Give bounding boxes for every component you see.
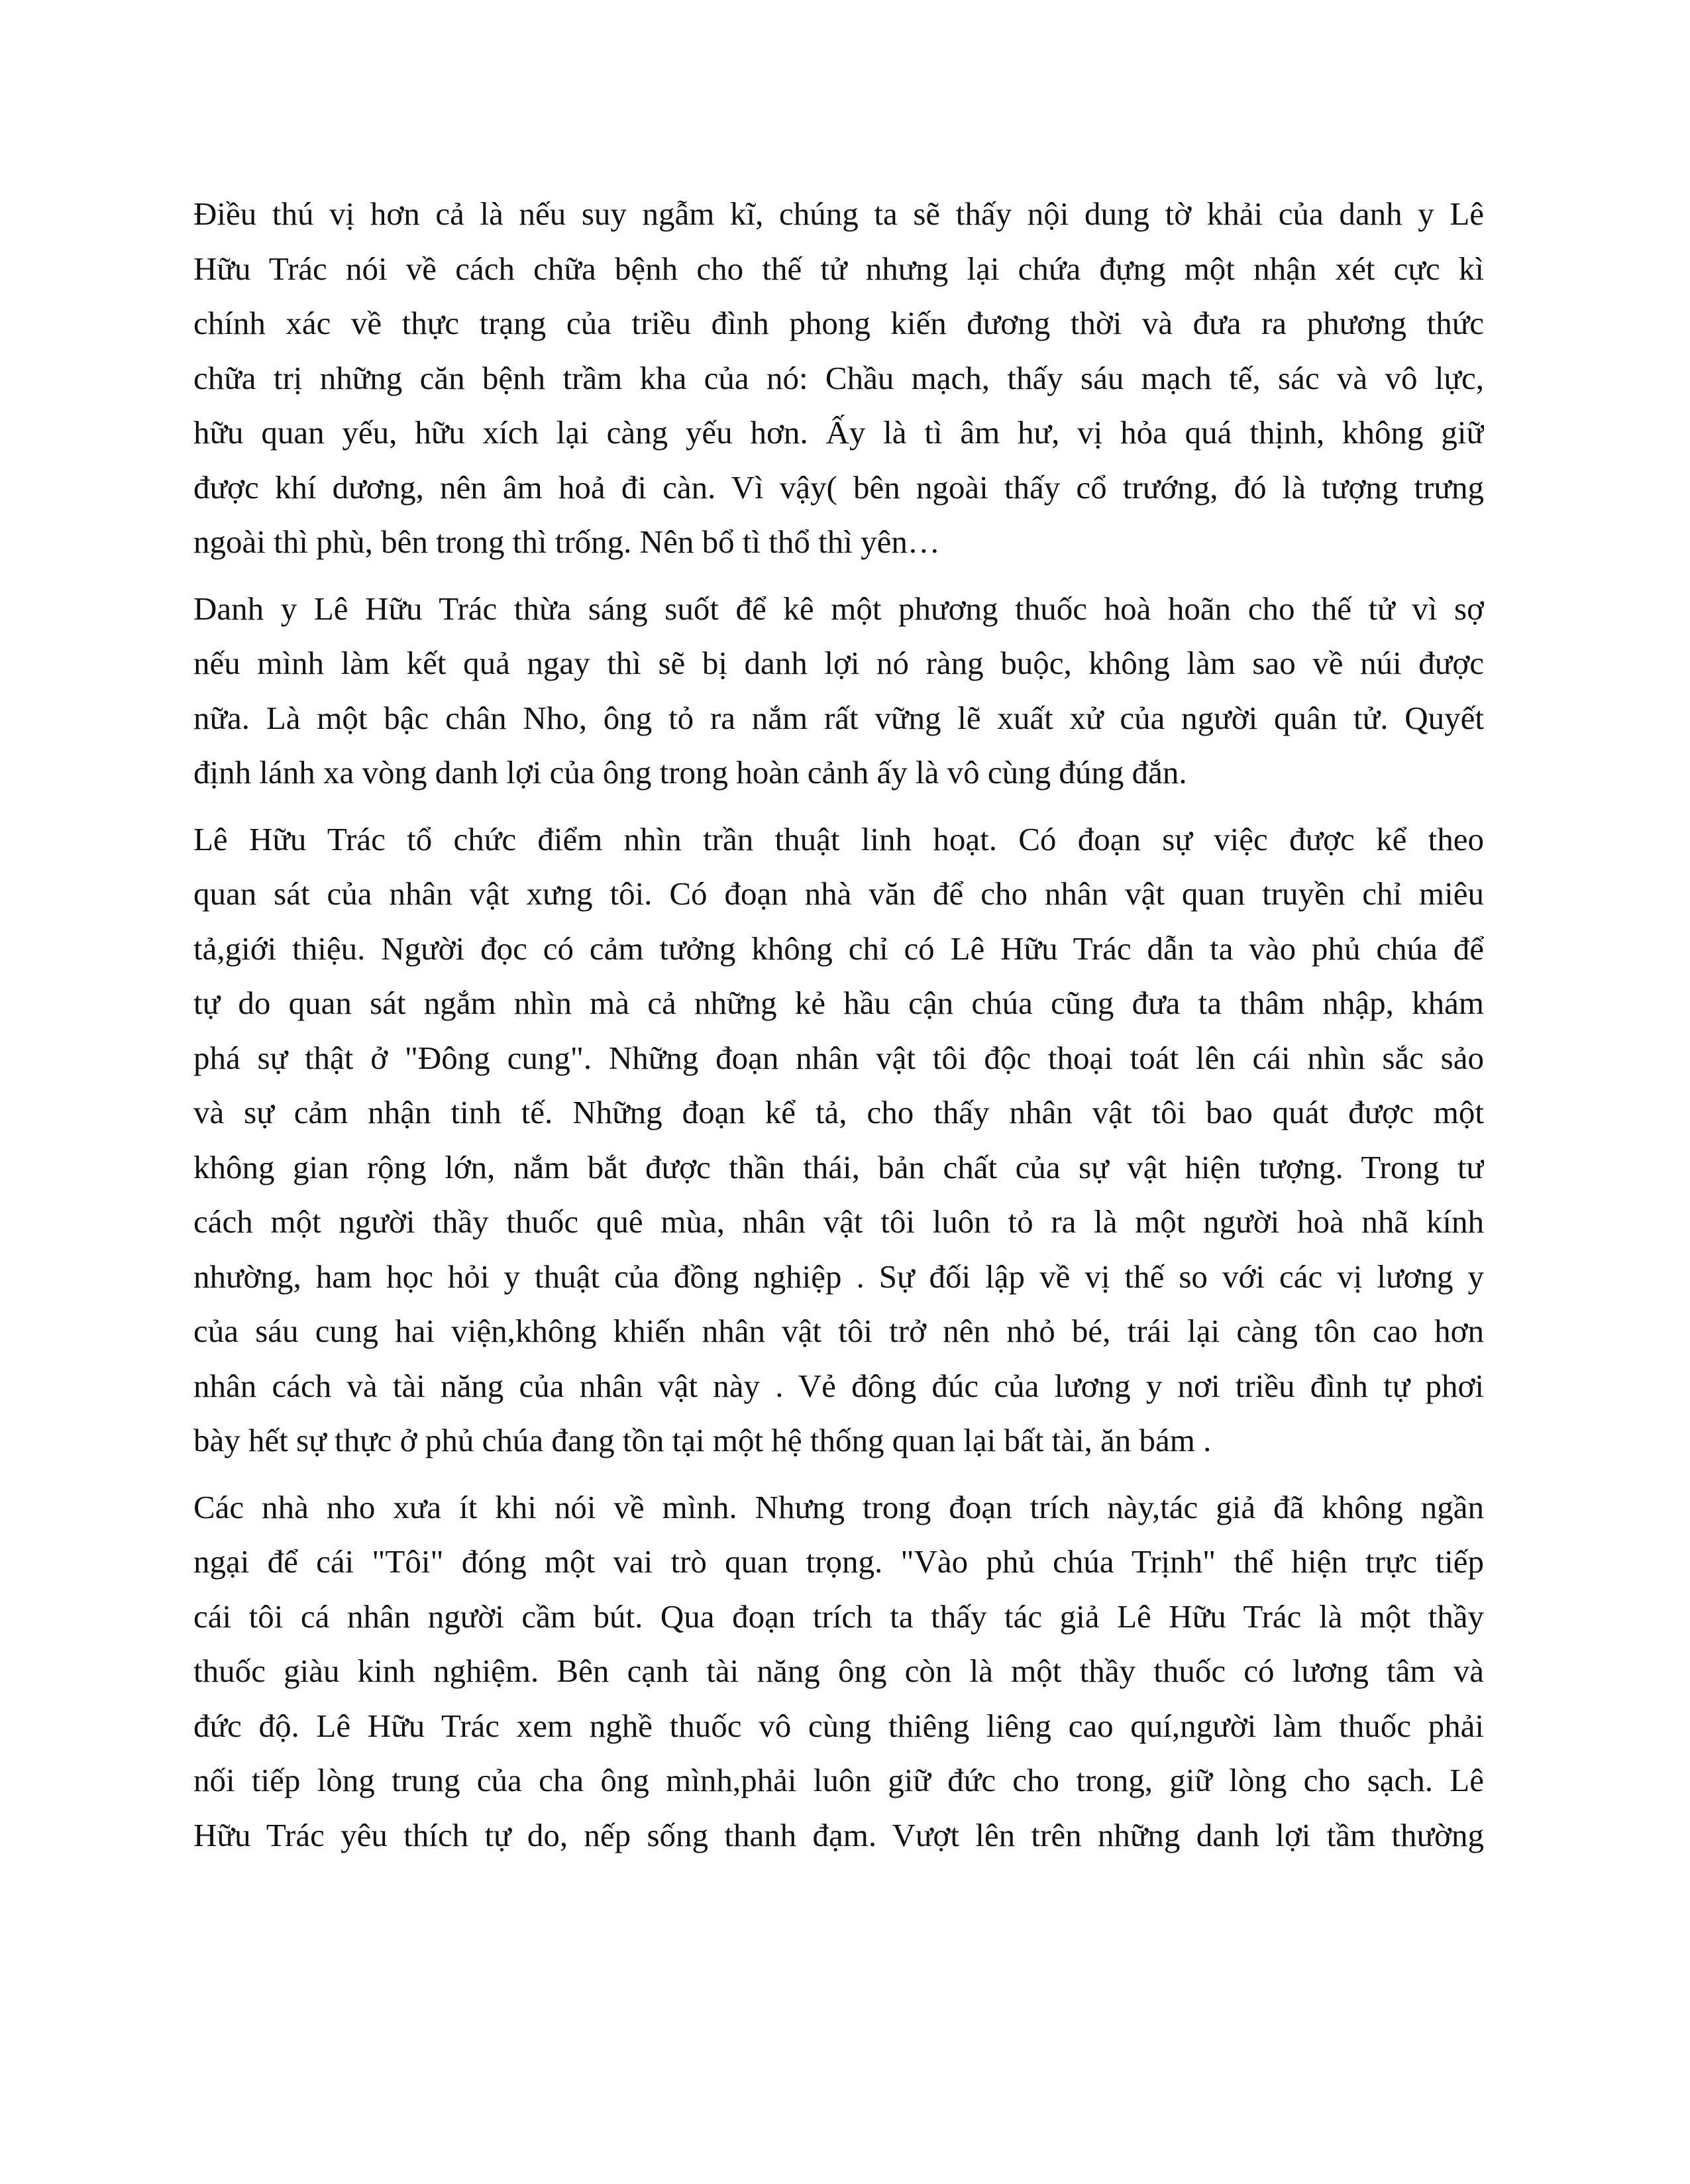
text-line: định lánh xa vòng danh lợi của ông trong hoàn cảnh ấy là vô cùng đúng đắn.: [193, 754, 1187, 791]
text-line: cái tôi cá nhân người cầm bút. Qua đoạn trích ta thấy tác giả Lê Hữu Trác là một thầy: [193, 1598, 1484, 1635]
text-line: ngại để cái "Tôi" đóng một vai trò quan trọng. "Vào phủ chúa Trịnh" thể hiện trực tiếp: [193, 1543, 1484, 1580]
text-line: được khí dương, nên âm hoả đi càn. Vì vậy( bên ngoài thấy cổ trướng, đó là tượng trưng: [193, 468, 1484, 506]
text-line: Hữu Trác yêu thích tự do, nếp sống thanh đạm. Vượt lên trên những danh lợi tầm thường: [193, 1816, 1484, 1853]
paragraph-1: [193, 187, 1484, 570]
paragraph-2: [193, 582, 1484, 800]
text-line: đức độ. Lê Hữu Trác xem nghề thuốc vô cùng thiêng liêng cao quí,người làm thuốc phải: [193, 1707, 1484, 1744]
text-line: nếu mình làm kết quả ngay thì sẽ bị danh lợi nó ràng buộc, không làm sao về núi được: [193, 645, 1484, 681]
text-line: nhường, ham học hỏi y thuật của đồng nghiệp . Sự đối lập về vị thế so với các vị lương y: [193, 1258, 1484, 1295]
text-line: tả,giới thiệu. Người đọc có cảm tưởng không chỉ có Lê Hữu Trác dẫn ta vào phủ chúa để: [193, 930, 1484, 967]
text-line: bày hết sự thực ở phủ chúa đang tồn tại một hệ thống quan lại bất tài, ăn bám .: [193, 1422, 1212, 1458]
text-line: Lê Hữu Trác tổ chức điểm nhìn trần thuật linh hoạt. Có đoạn sự việc được kể theo: [193, 820, 1484, 857]
text-line: quan sát của nhân vật xưng tôi. Có đoạn nhà văn để cho nhân vật quan truyền chỉ miêu: [193, 875, 1484, 912]
text-line: tự do quan sát ngắm nhìn mà cả những kẻ hầu cận chúa cũng đưa ta thâm nhập, khám: [193, 985, 1484, 1021]
text-line: thuốc giàu kinh nghiệm. Bên cạnh tài năng ông còn là một thầy thuốc có lương tâm và: [193, 1653, 1484, 1689]
text-line: của sáu cung hai viện,không khiến nhân vật tôi trở nên nhỏ bé, trái lại càng tôn cao hơn: [193, 1313, 1484, 1349]
text-line: Hữu Trác nói về cách chữa bệnh cho thế tử nhưng lại chứa đựng một nhận xét cực kì: [193, 250, 1484, 287]
text-line: hữu quan yếu, hữu xích lại càng yếu hơn. Ấy là tì âm hư, vị hỏa quá thịnh, không giữ: [193, 414, 1484, 451]
text-line: Các nhà nho xưa ít khi nói về mình. Nhưng trong đoạn trích này,tác giả đã không ngần: [193, 1488, 1484, 1525]
text-line: phá sự thật ở "Đông cung". Những đoạn nhân vật tôi độc thoại toát lên cái nhìn sắc sảo: [193, 1039, 1484, 1076]
text-line: nhân cách và tài năng của nhân vật này . Vẻ đông đúc của lương y nơi triều đình tự phơi: [193, 1367, 1484, 1404]
text-line: Danh y Lê Hữu Trác thừa sáng suốt để kê một phương thuốc hoà hoãn cho thế tử vì sợ: [193, 590, 1484, 627]
text-line: không gian rộng lớn, nắm bắt được thần thái, bản chất của sự vật hiện tượng. Trong tư: [193, 1148, 1484, 1185]
paragraph-3: [193, 812, 1484, 1468]
text-line: chữa trị những căn bệnh trầm kha của nó: Chầu mạch, thấy sáu mạch tế, sác và vô lực,: [193, 359, 1484, 396]
text-line: chính xác về thực trạng của triều đình phong kiến đương thời và đưa ra phương thức: [193, 305, 1484, 341]
text-line: cách một người thầy thuốc quê mùa, nhân vật tôi luôn tỏ ra là một người hoà nhã kính: [193, 1203, 1484, 1240]
text-line: nữa. Là một bậc chân Nho, ông tỏ ra nắm rất vững lẽ xuất xử của người quân tử. Quyết: [193, 699, 1484, 736]
text-line: ngoài thì phù, bên trong thì trống. Nên bổ tì thổ thì yên…: [193, 523, 940, 560]
text-line: Điều thú vị hơn cả là nếu suy ngẫm kĩ, chúng ta sẽ thấy nội dung tờ khải của danh y Lê: [193, 195, 1484, 232]
text-line: và sự cảm nhận tinh tế. Những đoạn kể tả, cho thấy nhân vật tôi bao quát được một: [193, 1094, 1484, 1130]
document-body: [193, 187, 1484, 1875]
paragraph-4: [193, 1480, 1484, 1863]
text-line: nối tiếp lòng trung của cha ông mình,phải luôn giữ đức cho trong, giữ lòng cho sạch. Lê: [193, 1762, 1484, 1798]
